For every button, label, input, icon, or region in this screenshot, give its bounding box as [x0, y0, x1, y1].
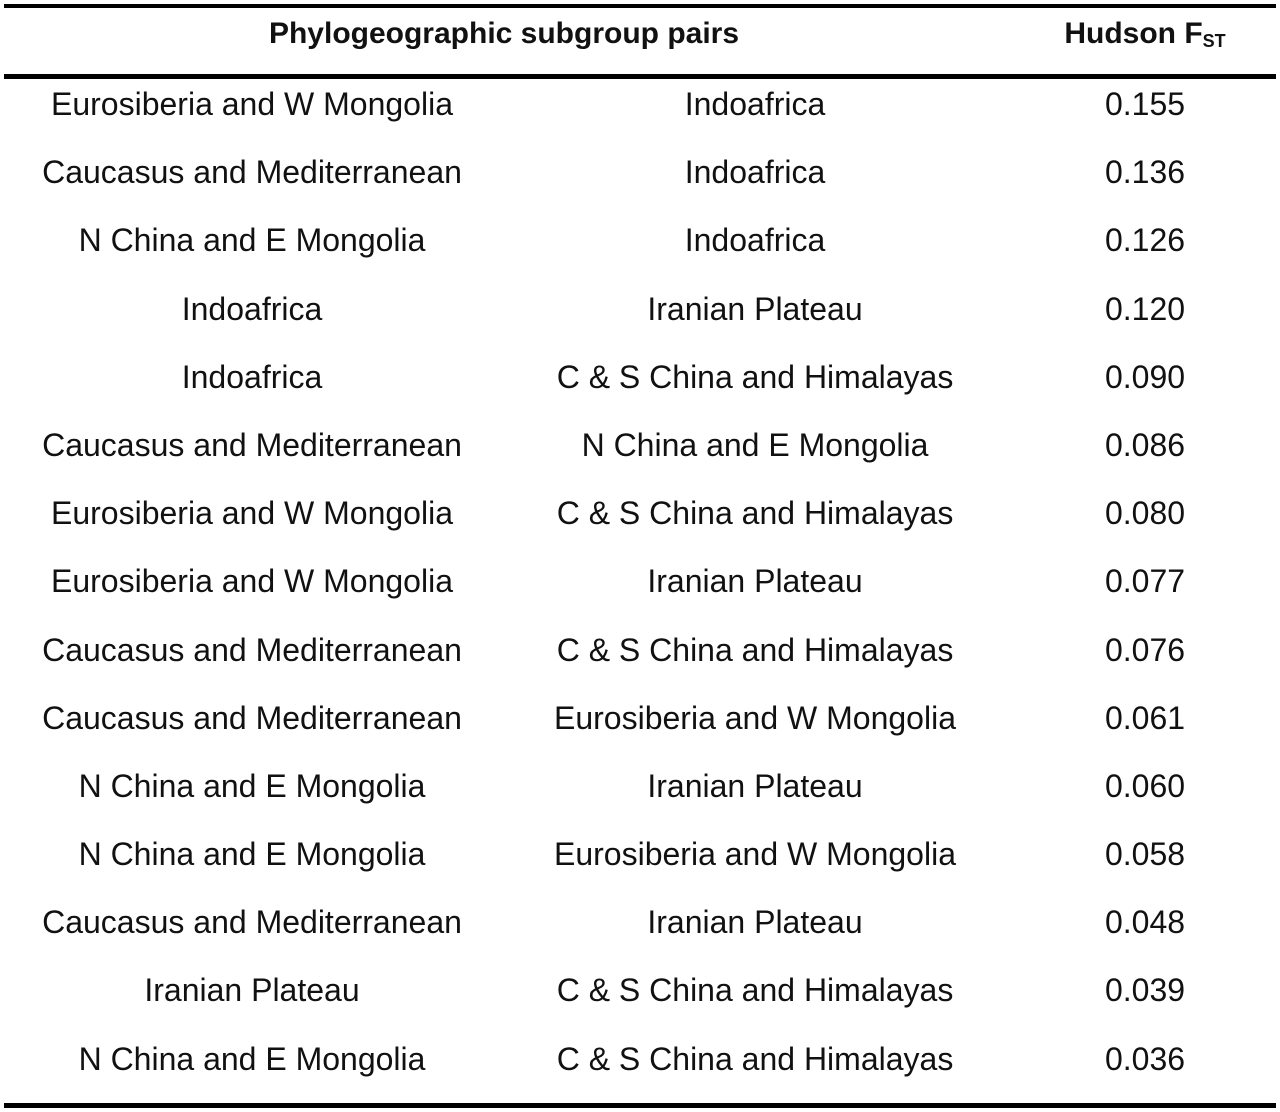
- table-row: [0, 206, 1280, 274]
- subgroup-a-cell: N China and E Mongolia: [78, 1040, 426, 1077]
- table-row: [0, 616, 1280, 684]
- bottom-rule: [4, 1103, 1276, 1108]
- subgroup-b-cell: C & S China and Himalayas: [556, 972, 954, 1009]
- subgroup-b-cell: C & S China and Himalayas: [556, 1040, 954, 1077]
- fst-value-cell: 0.077: [1104, 563, 1186, 600]
- table-row: [0, 343, 1280, 411]
- subgroup-b-cell: Indoafrica: [684, 222, 826, 259]
- table-row: [0, 479, 1280, 547]
- fst-value-cell: 0.039: [1104, 972, 1186, 1009]
- fst-value-cell: 0.086: [1104, 426, 1186, 463]
- table-row: [0, 70, 1280, 138]
- fst-value-cell: 0.080: [1104, 495, 1186, 532]
- subgroup-b-cell: Eurosiberia and W Mongolia: [554, 699, 956, 736]
- table-row: [0, 956, 1280, 1024]
- subgroup-b-cell: Indoafrica: [684, 86, 826, 122]
- subgroup-b-cell: C & S China and Himalayas: [556, 358, 954, 395]
- table-row: [0, 752, 1280, 820]
- fst-value-cell: 0.048: [1104, 904, 1186, 941]
- table-body: [0, 70, 1280, 1093]
- header-subgroup-pairs: Phylogeographic subgroup pairs: [268, 17, 740, 50]
- table-row: [0, 138, 1280, 206]
- fst-value-cell: 0.061: [1104, 699, 1186, 736]
- subgroup-a-cell: Caucasus and Mediterranean: [42, 904, 462, 941]
- fst-value-cell: 0.136: [1104, 154, 1186, 191]
- subgroup-a-cell: Indoafrica: [181, 290, 323, 327]
- fst-value-cell: 0.155: [1104, 86, 1186, 122]
- fst-value-cell: 0.060: [1104, 767, 1186, 804]
- subgroup-a-cell: Eurosiberia and W Mongolia: [51, 563, 453, 600]
- subgroup-a-cell: Eurosiberia and W Mongolia: [51, 495, 453, 532]
- fst-value-cell: 0.076: [1104, 631, 1186, 668]
- subgroup-b-cell: Eurosiberia and W Mongolia: [554, 836, 956, 873]
- subgroup-a-cell: Caucasus and Mediterranean: [42, 699, 462, 736]
- subgroup-b-cell: Iranian Plateau: [647, 767, 863, 804]
- subgroup-b-cell: Indoafrica: [684, 154, 826, 191]
- table-row: [0, 684, 1280, 752]
- table-row: [0, 411, 1280, 479]
- table-header: [0, 8, 1280, 74]
- table-row: [0, 888, 1280, 956]
- subgroup-a-cell: N China and E Mongolia: [78, 767, 426, 804]
- fst-value-cell: 0.120: [1104, 290, 1186, 327]
- fst-value-cell: 0.090: [1104, 358, 1186, 395]
- header-fst-label: Hudson F: [1064, 17, 1203, 50]
- fst-value-cell: 0.036: [1104, 1040, 1186, 1077]
- table-row: [0, 275, 1280, 343]
- header-fst-subscript: ST: [1202, 31, 1226, 51]
- subgroup-b-cell: C & S China and Himalayas: [556, 631, 954, 668]
- subgroup-a-cell: Caucasus and Mediterranean: [42, 154, 462, 191]
- table-row: [0, 547, 1280, 615]
- subgroup-b-cell: Iranian Plateau: [647, 563, 863, 600]
- fst-value-cell: 0.126: [1104, 222, 1186, 259]
- table-row: [0, 820, 1280, 888]
- subgroup-b-cell: Iranian Plateau: [647, 290, 863, 327]
- subgroup-b-cell: N China and E Mongolia: [581, 426, 929, 463]
- subgroup-a-cell: Indoafrica: [181, 358, 323, 395]
- subgroup-a-cell: N China and E Mongolia: [78, 836, 426, 873]
- subgroup-a-cell: Caucasus and Mediterranean: [42, 426, 462, 463]
- subgroup-b-cell: Iranian Plateau: [647, 904, 863, 941]
- subgroup-a-cell: N China and E Mongolia: [78, 222, 426, 259]
- subgroup-a-cell: Caucasus and Mediterranean: [42, 631, 462, 668]
- fst-value-cell: 0.058: [1104, 836, 1186, 873]
- table-row: [0, 1025, 1280, 1093]
- subgroup-a-cell: Iranian Plateau: [144, 972, 360, 1009]
- subgroup-b-cell: C & S China and Himalayas: [556, 495, 954, 532]
- header-hudson-fst: [1030, 8, 1260, 60]
- subgroup-a-cell: Eurosiberia and W Mongolia: [51, 86, 453, 122]
